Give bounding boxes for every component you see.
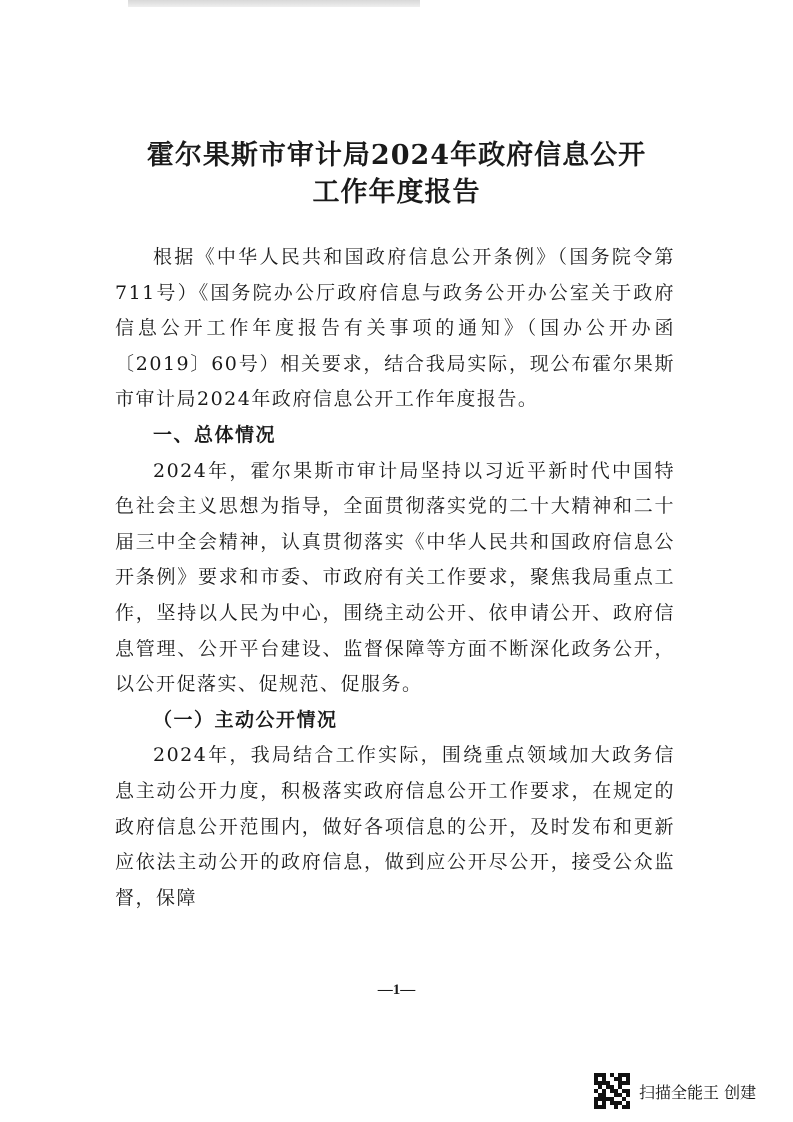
scanner-watermark <box>594 1071 756 1111</box>
intro-paragraph: 根据《中华人民共和国政府信息公开条例》（国务院令第711号）《国务院办公厅政府信息与政务公开办公室关于政府信息公开工作年度报告有关事项的通知》（国办公开办函〔2019〕60号）相关要求，结合我局实际，现公布霍尔果斯市审计局2024年政府信息公开工作年度报告。 <box>115 246 675 411</box>
document-body <box>115 240 675 916</box>
page-number: —1— <box>377 982 416 998</box>
qr-code-icon <box>594 1073 630 1109</box>
watermark-text: 扫描全能王 创建 <box>639 1082 757 1102</box>
document-title-line1: 霍尔果斯市审计局2024年政府信息公开 <box>146 140 647 171</box>
document-title-line2: 工作年度报告 <box>312 177 481 208</box>
scan-edge-shadow <box>128 0 420 7</box>
overview-paragraph: 2024年，霍尔果斯市审计局坚持以习近平新时代中国特色社会主义思想为指导，全面贯彻落实党的二十大精神和二十届三中全会精神，认真贯彻落实《中华人民共和国政府信息公开条例》要求和市委、市政府有关工作要求，聚焦我局重点工作，坚持以人民为中心，围绕主动公开、依申请公开、政府信息管理、公开平台建设、监督保障等方面不断深化政务公开，以公开促落实、促规范、促服务。 <box>115 459 675 696</box>
section-heading-overview: 一、总体情况 <box>153 423 277 446</box>
subsection-heading-active-disclosure: （一）主动公开情况 <box>153 708 338 731</box>
active-disclosure-paragraph: 2024年，我局结合工作实际，围绕重点领域加大政务信息主动公开力度，积极落实政府信息公开工作要求，在规定的政府信息公开范围内，做好各项信息的公开，及时发布和更新应依法主动公开的政府信息，做到应公开尽公开，接受公众监督，保障 <box>115 744 675 909</box>
